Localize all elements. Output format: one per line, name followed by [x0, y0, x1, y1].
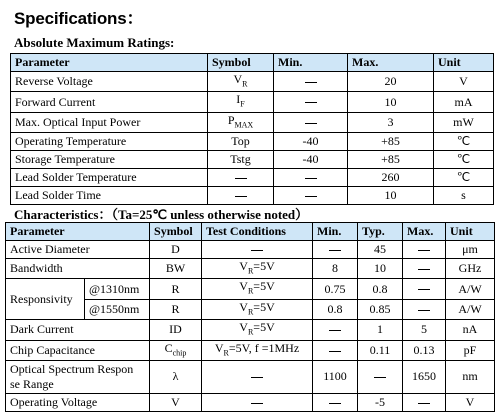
parameter-cell: Operating Temperature	[11, 133, 208, 151]
condition-cell	[202, 241, 313, 259]
symbol-cell: Top	[208, 133, 274, 151]
column-header: Min.	[313, 223, 358, 241]
max-cell: +85	[348, 133, 434, 151]
dash-mark	[251, 250, 263, 251]
unit-cell: mW	[434, 112, 494, 132]
symbol-cell: $V_R$	[208, 72, 274, 92]
typ-cell: 10	[358, 259, 403, 279]
column-header: Test Conditions	[202, 223, 313, 241]
column-header: Typ.	[358, 223, 403, 241]
symbol-cell: $I_F$	[208, 92, 274, 112]
parameter-cell: Storage Temperature	[11, 151, 208, 169]
max-cell	[403, 259, 446, 279]
max-cell: +85	[348, 151, 434, 169]
column-header: Symbol	[150, 223, 202, 241]
page-title: Specifications：	[14, 9, 144, 28]
symbol-cell: ID	[150, 320, 202, 340]
min-cell: -40	[274, 133, 348, 151]
amr-section-title: Absolute Maximum Ratings:	[14, 35, 175, 50]
dash-mark	[305, 123, 317, 124]
max-cell	[403, 279, 446, 299]
parameter-cell: Bandwidth	[6, 259, 150, 279]
table-row	[11, 187, 494, 205]
parameter-cell: Forward Current	[11, 92, 208, 112]
dash-mark	[329, 250, 341, 251]
symbol-cell	[208, 169, 274, 187]
min-cell	[313, 393, 358, 411]
min-cell	[274, 112, 348, 132]
dash-mark	[329, 403, 341, 404]
dash-mark	[235, 196, 247, 197]
symbol-cell: R	[150, 279, 202, 299]
unit-cell: s	[434, 187, 494, 205]
table-header-row	[6, 223, 495, 241]
column-header: Unit	[446, 223, 495, 241]
condition-cell	[202, 360, 313, 393]
typ-cell	[358, 360, 403, 393]
column-header: Parameter	[6, 223, 150, 241]
max-cell: 260	[348, 169, 434, 187]
condition-cell: $V_R=5V$, f =1MHz	[202, 340, 313, 360]
parameter-cell: Max. Optical Input Power	[11, 112, 208, 132]
dash-mark	[418, 289, 430, 290]
dash-mark	[418, 250, 430, 251]
column-header: Min.	[274, 54, 348, 72]
typ-cell: 0.8	[358, 279, 403, 299]
wavelength-cell: @1310nm	[85, 279, 150, 299]
wavelength-cell: @1550nm	[85, 299, 150, 319]
column-header: Symbol	[208, 54, 274, 72]
table-row	[11, 112, 494, 132]
dash-mark	[305, 82, 317, 83]
typ-cell: 0.11	[358, 340, 403, 360]
dash-mark	[329, 330, 341, 331]
unit-cell: mA	[434, 92, 494, 112]
unit-cell: A/W	[446, 279, 495, 299]
dash-mark	[305, 196, 317, 197]
table-row	[11, 92, 494, 112]
symbol-cell: R	[150, 299, 202, 319]
symbol-cell: $C_{chip}$	[150, 340, 202, 360]
parameter-cell: Optical Spectrum Respon se Range	[6, 360, 150, 393]
symbol-cell: BW	[150, 259, 202, 279]
column-header: Max.	[348, 54, 434, 72]
table-row	[11, 151, 494, 169]
symbol-cell: λ	[150, 360, 202, 393]
dash-mark	[251, 377, 263, 378]
table-row	[6, 360, 495, 393]
characteristics-section-title: Characteristics：（Ta=25℃ unless otherwise noted）	[14, 207, 309, 222]
dash-mark	[235, 178, 247, 179]
dash-mark	[329, 351, 341, 352]
max-cell: 3	[348, 112, 434, 132]
min-cell	[274, 187, 348, 205]
dash-mark	[374, 377, 386, 378]
symbol-cell: D	[150, 241, 202, 259]
parameter-cell: Lead Solder Time	[11, 187, 208, 205]
unit-cell: ℃	[434, 151, 494, 169]
table-row	[11, 169, 494, 187]
dash-mark	[251, 403, 263, 404]
min-cell	[313, 320, 358, 340]
min-cell	[313, 241, 358, 259]
max-cell	[403, 393, 446, 411]
unit-cell: nm	[446, 360, 495, 393]
min-cell: 8	[313, 259, 358, 279]
typ-cell: 0.85	[358, 299, 403, 319]
max-cell: 20	[348, 72, 434, 92]
max-cell: 1650	[403, 360, 446, 393]
unit-cell: ℃	[434, 133, 494, 151]
unit-cell: A/W	[446, 299, 495, 319]
min-cell: -40	[274, 151, 348, 169]
parameter-cell: Chip Capacitance	[6, 340, 150, 360]
table-row	[6, 393, 495, 411]
min-cell: 0.8	[313, 299, 358, 319]
condition-cell: $V_R=5V$	[202, 299, 313, 319]
parameter-cell: Reverse Voltage	[11, 72, 208, 92]
parameter-cell: Active Diameter	[6, 241, 150, 259]
column-header: Max.	[403, 223, 446, 241]
dash-mark	[305, 102, 317, 103]
max-cell: 10	[348, 92, 434, 112]
condition-cell	[202, 393, 313, 411]
dash-mark	[418, 310, 430, 311]
condition-cell: $V_R=5V$	[202, 259, 313, 279]
unit-cell: nA	[446, 320, 495, 340]
symbol-cell: Tstg	[208, 151, 274, 169]
unit-cell: ℃	[434, 169, 494, 187]
max-cell: 0.13	[403, 340, 446, 360]
dash-mark	[418, 403, 430, 404]
min-cell	[313, 340, 358, 360]
parameter-cell: Dark Current	[6, 320, 150, 340]
parameter-cell: Lead Solder Temperature	[11, 169, 208, 187]
column-header: Parameter	[11, 54, 208, 72]
dash-mark	[305, 178, 317, 179]
symbol-cell	[208, 187, 274, 205]
absolute-max-ratings-table	[10, 53, 494, 205]
min-cell: 0.75	[313, 279, 358, 299]
table-row	[6, 320, 495, 340]
max-cell	[403, 299, 446, 319]
characteristics-table	[5, 222, 495, 412]
table-row	[6, 241, 495, 259]
typ-cell: 1	[358, 320, 403, 340]
max-cell	[403, 241, 446, 259]
unit-cell: pF	[446, 340, 495, 360]
parameter-cell: Responsivity	[6, 279, 85, 320]
table-row	[11, 133, 494, 151]
dash-mark	[418, 269, 430, 270]
table-row	[6, 259, 495, 279]
max-cell: 10	[348, 187, 434, 205]
symbol-cell: V	[150, 393, 202, 411]
min-cell	[274, 169, 348, 187]
table-row	[6, 279, 495, 299]
unit-cell: GHz	[446, 259, 495, 279]
min-cell: 1100	[313, 360, 358, 393]
table-header-row	[11, 54, 494, 72]
min-cell	[274, 72, 348, 92]
condition-cell: $V_R=5V$	[202, 279, 313, 299]
unit-cell: V	[446, 393, 495, 411]
typ-cell: 45	[358, 241, 403, 259]
min-cell	[274, 92, 348, 112]
typ-cell: -5	[358, 393, 403, 411]
table-row	[11, 72, 494, 92]
max-cell: 5	[403, 320, 446, 340]
condition-cell: $V_R=5V$	[202, 320, 313, 340]
unit-cell: μm	[446, 241, 495, 259]
parameter-cell: Operating Voltage	[6, 393, 150, 411]
column-header: Unit	[434, 54, 494, 72]
symbol-cell: $P_{MAX}$	[208, 112, 274, 132]
table-row	[6, 340, 495, 360]
unit-cell: V	[434, 72, 494, 92]
